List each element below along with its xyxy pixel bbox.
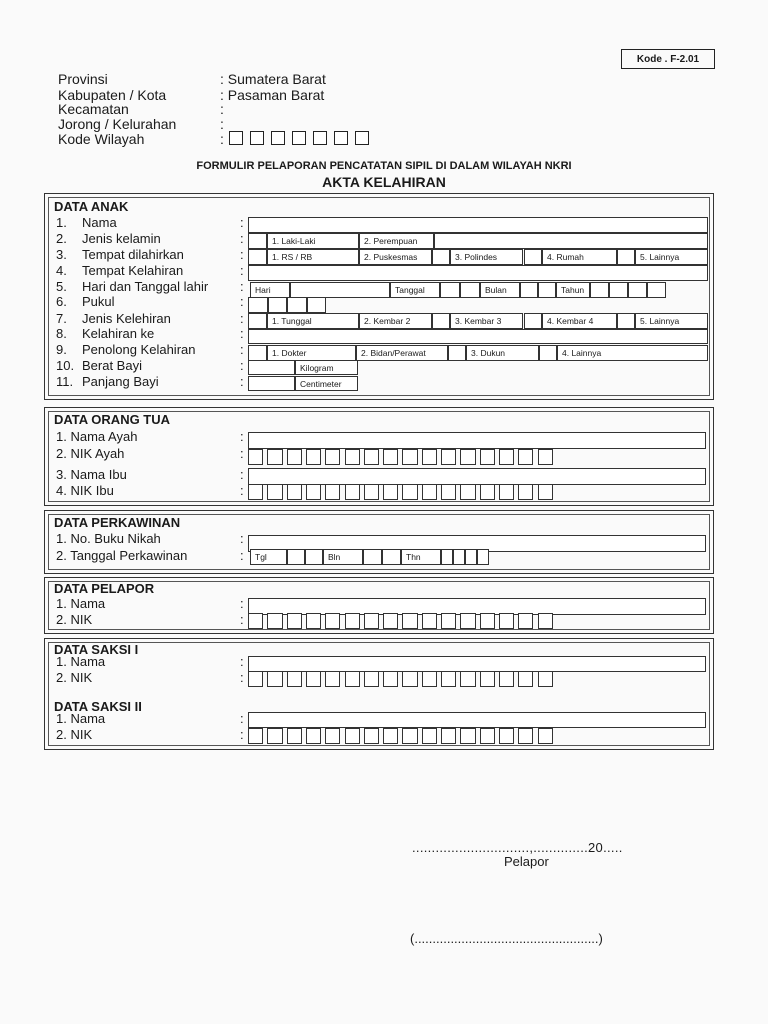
saksi2-nama-input[interactable] [248, 712, 706, 728]
colon: : [240, 311, 244, 326]
colon: : [240, 596, 244, 611]
panjang-bayi-input[interactable] [248, 376, 295, 391]
thn-label-cell[interactable]: Thn [401, 549, 441, 565]
anak-row-label [56, 231, 161, 246]
anak-row-label [56, 294, 115, 309]
nik-ayah-digit-box[interactable] [325, 449, 340, 465]
pelapor-nik-digit-box[interactable] [480, 613, 495, 629]
nik-ibu-digit-box[interactable] [267, 484, 282, 500]
nik-ibu-digit-box[interactable] [480, 484, 495, 500]
row-number: 7. [56, 311, 67, 326]
saksi1-nama-input[interactable] [248, 656, 706, 672]
saksi1-nik-digit-box[interactable] [480, 671, 495, 687]
saksi1-nik-digit-box[interactable] [267, 671, 282, 687]
header-value-jorong: : [220, 116, 224, 132]
pukul-digit-box[interactable] [268, 297, 288, 313]
tempat-dilahirkan-option[interactable]: 5. Lainnya [635, 249, 708, 265]
nik-ayah-digit-box[interactable] [364, 449, 379, 465]
pelapor-nik-label: 2. NIK [56, 612, 93, 627]
row-number: 9. [56, 342, 67, 357]
berat-unit-cell[interactable]: Kilogram [295, 360, 358, 375]
penolong-check-box[interactable] [448, 345, 466, 361]
colon: : [240, 483, 244, 498]
saksi2-nik-digit-box[interactable] [499, 728, 514, 744]
nama-ayah-input[interactable] [248, 432, 706, 449]
kode-wilayah-digit-box[interactable] [334, 131, 348, 145]
colon: : [240, 358, 244, 373]
anak-row-label [56, 358, 142, 373]
signature-name-line: (...................................................) [410, 931, 603, 946]
saksi2-nik-digit-box[interactable] [248, 728, 263, 744]
kelahiran-ke-input[interactable] [248, 329, 708, 344]
saksi2-nik-digit-box[interactable] [287, 728, 302, 744]
saksi1-nik-digit-box[interactable] [441, 671, 456, 687]
anak-row-label [56, 342, 195, 357]
saksi2-nik-digit-box[interactable] [364, 728, 379, 744]
pelapor-nik-digit-box[interactable] [499, 613, 514, 629]
saksi2-nik-digit-box[interactable] [267, 728, 282, 744]
jenis-kelamin-code-box[interactable] [248, 233, 267, 249]
row-text: Panjang Bayi [82, 374, 159, 389]
saksi1-nik-digit-box[interactable] [460, 671, 475, 687]
section-title-data-pelapor: DATA PELAPOR [54, 581, 155, 596]
row-text: Pukul [82, 294, 115, 309]
anak-row-label [56, 279, 208, 294]
pelapor-nama-label: 1. Nama [56, 596, 106, 611]
saksi2-nik-digit-box[interactable] [306, 728, 321, 744]
colon: : [240, 294, 244, 309]
colon: : [240, 215, 244, 230]
bulan-digit-box[interactable] [520, 282, 538, 298]
form-code: Kode . F-2.01 [621, 49, 715, 69]
pelapor-nik-digit-box[interactable] [422, 613, 437, 629]
nik-ibu-digit-box[interactable] [441, 484, 456, 500]
tempat-dilahirkan-code-box[interactable] [248, 249, 267, 265]
pelapor-nik-digit-box[interactable] [402, 613, 417, 629]
nik-ayah-digit-box[interactable] [345, 449, 360, 465]
saksi1-nik-digit-box[interactable] [383, 671, 398, 687]
row-number: 10. [56, 358, 75, 373]
header-value-kode-wilayah: : [220, 131, 224, 147]
row-text: Nama [82, 215, 117, 230]
tempat-dilahirkan-check-box[interactable] [432, 249, 450, 265]
section-title-data-orang-tua: DATA ORANG TUA [54, 412, 171, 427]
nik-ayah-digit-box[interactable] [422, 449, 437, 465]
colon: : [240, 263, 244, 278]
hari-input[interactable] [290, 282, 390, 298]
thn-digit-box[interactable] [477, 549, 489, 565]
saksi2-nik-digit-box[interactable] [460, 728, 475, 744]
row-number: 2. [56, 231, 67, 246]
pelapor-nik-digit-box[interactable] [287, 613, 302, 629]
tempat-dilahirkan-check-box[interactable] [524, 249, 542, 265]
row-text: Hari dan Tanggal lahir [82, 279, 209, 294]
jenis-kelamin-perempuan-option[interactable]: 2. Perempuan [359, 233, 434, 249]
bulan-digit-box[interactable] [538, 282, 556, 298]
section-title-data-perkawinan: DATA PERKAWINAN [54, 515, 181, 530]
tahun-digit-box[interactable] [609, 282, 628, 298]
saksi1-nama-label: 1. Nama [56, 654, 106, 669]
pelapor-nik-digit-box[interactable] [306, 613, 321, 629]
nik-ayah-label: 2. NIK Ayah [56, 446, 125, 461]
saksi2-nik-digit-box[interactable] [383, 728, 398, 744]
penolong-check-box[interactable] [539, 345, 557, 361]
nik-ayah-digit-box[interactable] [480, 449, 495, 465]
header-label-kabupaten: Kabupaten / Kota [58, 87, 167, 103]
signature-date-line: ..............................,..............20..... [412, 840, 623, 855]
row-text: Tempat dilahirkan [82, 247, 184, 262]
kode-wilayah-digit-box[interactable] [271, 131, 285, 145]
row-number: 3. [56, 247, 67, 262]
anak-row-label [56, 247, 184, 262]
nik-ayah-digit-box[interactable] [518, 449, 533, 465]
bulan-label-cell[interactable]: Bulan [480, 282, 520, 298]
jenis-kelahiran-check-box[interactable] [524, 313, 542, 329]
saksi2-nik-digit-box[interactable] [518, 728, 533, 744]
tanggal-digit-box[interactable] [460, 282, 480, 298]
row-text: Jenis Kelehiran [82, 311, 171, 326]
row-text: Penolong Kelahiran [82, 342, 196, 357]
section-title-data-saksi-2: DATA SAKSI II [54, 699, 142, 714]
pelapor-nik-digit-box[interactable] [325, 613, 340, 629]
colon: : [240, 654, 244, 669]
saksi1-nik-digit-box[interactable] [306, 671, 321, 687]
tahun-label-cell[interactable]: Tahun [556, 282, 590, 298]
tgl-label-cell[interactable]: Tgl [250, 549, 287, 565]
header-label-kecamatan: Kecamatan [58, 101, 129, 117]
tempat-dilahirkan-option[interactable]: 1. RS / RB [267, 249, 359, 265]
colon: : [240, 446, 244, 461]
nik-ayah-digit-box[interactable] [402, 449, 417, 465]
jenis-kelahiran-code-box[interactable] [248, 313, 267, 329]
tempat-dilahirkan-option[interactable]: 2. Puskesmas [359, 249, 432, 265]
tanggal-digit-box[interactable] [440, 282, 460, 298]
header-label-provinsi: Provinsi [58, 71, 108, 87]
thn-digit-box[interactable] [453, 549, 465, 565]
bln-digit-box[interactable] [363, 549, 382, 565]
no-buku-nikah-label: 1. No. Buku Nikah [56, 531, 161, 546]
nik-ayah-digit-box[interactable] [267, 449, 282, 465]
penolong-dukun-option[interactable]: 3. Dukun [466, 345, 539, 361]
berat-bayi-input[interactable] [248, 360, 295, 375]
nik-ibu-label: 4. NIK Ibu [56, 483, 114, 498]
row-number: 5. [56, 279, 67, 294]
saksi2-nama-label: 1. Nama [56, 711, 106, 726]
colon: : [240, 279, 244, 294]
nik-ibu-digit-box[interactable] [383, 484, 398, 500]
jenis-kelahiran-option[interactable]: 4. Kembar 4 [542, 313, 617, 329]
pukul-digit-box[interactable] [307, 297, 327, 313]
pelapor-nik-digit-box[interactable] [364, 613, 379, 629]
anak-row-label [56, 263, 183, 278]
anak-row-label [56, 311, 171, 326]
saksi2-nik-digit-box[interactable] [480, 728, 495, 744]
tempat-kelahiran-input[interactable] [248, 265, 708, 281]
row-number: 4. [56, 263, 67, 278]
colon: : [240, 531, 244, 546]
nik-ayah-digit-box[interactable] [499, 449, 514, 465]
row-number: 11. [56, 374, 74, 389]
saksi1-nik-digit-box[interactable] [538, 671, 553, 687]
penolong-dokter-option[interactable]: 1. Dokter [267, 345, 356, 361]
header-label-kode-wilayah: Kode Wilayah [58, 131, 145, 147]
nik-ayah-digit-box[interactable] [287, 449, 302, 465]
saksi1-nik-digit-box[interactable] [499, 671, 514, 687]
header-value-kabupaten: : Pasaman Barat [220, 87, 325, 103]
colon: : [240, 612, 244, 627]
saksi1-nik-digit-box[interactable] [345, 671, 360, 687]
jenis-kelamin-laki-option[interactable]: 1. Laki-Laki [267, 233, 359, 249]
tahun-digit-box[interactable] [647, 282, 666, 298]
nama-ayah-label: 1. Nama Ayah [56, 429, 138, 444]
saksi1-nik-digit-box[interactable] [287, 671, 302, 687]
nik-ayah-digit-box[interactable] [460, 449, 475, 465]
panjang-unit-cell[interactable]: Centimeter [295, 376, 358, 391]
section-title-data-anak: DATA ANAK [54, 199, 129, 214]
kode-wilayah-digit-box[interactable] [229, 131, 243, 145]
colon: : [240, 231, 244, 246]
form-title: FORMULIR PELAPORAN PENCATATAN SIPIL DI DALAM WILAYAH NKRI [196, 160, 572, 172]
kode-wilayah-digit-box[interactable] [313, 131, 327, 145]
section-title-data-saksi-1: DATA SAKSI I [54, 642, 139, 657]
anak-nama-input[interactable] [248, 217, 708, 233]
kode-wilayah-digit-box[interactable] [292, 131, 306, 145]
saksi1-nik-label: 2. NIK [56, 670, 93, 685]
tgl-digit-box[interactable] [305, 549, 323, 565]
nik-ayah-digit-box[interactable] [306, 449, 321, 465]
saksi2-nik-digit-box[interactable] [422, 728, 437, 744]
row-number: 1. [56, 215, 67, 230]
saksi1-nik-digit-box[interactable] [325, 671, 340, 687]
tempat-dilahirkan-check-box[interactable] [617, 249, 635, 265]
nik-ibu-digit-box[interactable] [538, 484, 553, 500]
colon: : [240, 548, 244, 563]
pukul-digit-box[interactable] [248, 297, 268, 313]
anak-row-label [56, 326, 154, 341]
nik-ibu-digit-box[interactable] [499, 484, 514, 500]
colon: : [240, 711, 244, 726]
saksi2-nik-digit-box[interactable] [402, 728, 417, 744]
tanggal-label-cell[interactable]: Tanggal [390, 282, 440, 298]
pukul-digit-box[interactable] [287, 297, 307, 313]
kode-wilayah-digit-box[interactable] [355, 131, 369, 145]
header-label-jorong: Jorong / Kelurahan [58, 116, 177, 132]
nik-ibu-digit-box[interactable] [325, 484, 340, 500]
saksi1-nik-digit-box[interactable] [518, 671, 533, 687]
penolong-bidan-option[interactable]: 2. Bidan/Perawat [356, 345, 448, 361]
pelapor-nik-digit-box[interactable] [345, 613, 360, 629]
colon: : [240, 429, 244, 444]
saksi2-nik-label: 2. NIK [56, 727, 93, 742]
bln-digit-box[interactable] [382, 549, 401, 565]
nik-ibu-digit-box[interactable] [287, 484, 302, 500]
tahun-digit-box[interactable] [628, 282, 647, 298]
bln-label-cell[interactable]: Bln [323, 549, 363, 565]
colon: : [240, 670, 244, 685]
tempat-dilahirkan-option[interactable]: 3. Polindes [450, 249, 523, 265]
row-text: Kelahiran ke [82, 326, 155, 341]
row-text: Berat Bayi [82, 358, 142, 373]
header-value-provinsi: : Sumatera Barat [220, 71, 326, 87]
penolong-lainnya-option[interactable]: 4. Lainnya [557, 345, 708, 361]
tgl-digit-box[interactable] [287, 549, 305, 565]
nik-ibu-digit-box[interactable] [306, 484, 321, 500]
pelapor-nik-digit-box[interactable] [460, 613, 475, 629]
saksi2-nik-digit-box[interactable] [538, 728, 553, 744]
pelapor-nik-digit-box[interactable] [538, 613, 553, 629]
thn-digit-box[interactable] [441, 549, 453, 565]
nik-ayah-digit-box[interactable] [538, 449, 553, 465]
kode-wilayah-digit-box[interactable] [250, 131, 264, 145]
nik-ibu-digit-box[interactable] [518, 484, 533, 500]
header-value-kecamatan: : [220, 101, 224, 117]
thn-digit-box[interactable] [465, 549, 477, 565]
jenis-kelahiran-check-box[interactable] [432, 313, 450, 329]
nik-ayah-digit-box[interactable] [248, 449, 263, 465]
saksi1-nik-digit-box[interactable] [402, 671, 417, 687]
nama-ibu-input[interactable] [248, 468, 706, 485]
nik-ibu-digit-box[interactable] [364, 484, 379, 500]
row-number: 6. [56, 294, 67, 309]
saksi1-nik-digit-box[interactable] [248, 671, 263, 687]
nik-ibu-digit-box[interactable] [248, 484, 263, 500]
nik-ibu-digit-box[interactable] [460, 484, 475, 500]
anak-row-label [56, 215, 117, 230]
anak-row-label [56, 374, 159, 389]
row-number: 8. [56, 326, 67, 341]
jenis-kelahiran-option[interactable]: 3. Kembar 3 [450, 313, 523, 329]
pelapor-nik-digit-box[interactable] [441, 613, 456, 629]
tahun-digit-box[interactable] [590, 282, 609, 298]
jenis-kelamin-extra[interactable] [434, 233, 708, 249]
jenis-kelahiran-check-box[interactable] [617, 313, 635, 329]
jenis-kelahiran-option[interactable]: 1. Tunggal [267, 313, 359, 329]
pelapor-nik-digit-box[interactable] [518, 613, 533, 629]
colon: : [240, 342, 244, 357]
nik-ayah-digit-box[interactable] [441, 449, 456, 465]
signature-role: Pelapor [504, 854, 549, 869]
form-subtitle: AKTA KELAHIRAN [322, 174, 446, 190]
nik-ibu-digit-box[interactable] [422, 484, 437, 500]
row-text: Jenis kelamin [82, 231, 161, 246]
tempat-dilahirkan-option[interactable]: 4. Rumah [542, 249, 617, 265]
nik-ibu-digit-box[interactable] [345, 484, 360, 500]
pelapor-nik-digit-box[interactable] [267, 613, 282, 629]
pelapor-nik-digit-box[interactable] [383, 613, 398, 629]
tanggal-perkawinan-label: 2. Tanggal Perkawinan [56, 548, 188, 563]
jenis-kelahiran-option[interactable]: 2. Kembar 2 [359, 313, 432, 329]
nama-ibu-label: 3. Nama Ibu [56, 467, 127, 482]
saksi2-nik-digit-box[interactable] [345, 728, 360, 744]
colon: : [240, 326, 244, 341]
saksi1-nik-digit-box[interactable] [364, 671, 379, 687]
colon: : [240, 467, 244, 482]
hari-label-cell[interactable]: Hari [250, 282, 290, 298]
nik-ibu-digit-box[interactable] [402, 484, 417, 500]
saksi1-nik-digit-box[interactable] [422, 671, 437, 687]
saksi2-nik-digit-box[interactable] [441, 728, 456, 744]
colon: : [240, 727, 244, 742]
jenis-kelahiran-option[interactable]: 5. Lainnya [635, 313, 708, 329]
nik-ayah-digit-box[interactable] [383, 449, 398, 465]
row-text: Tempat Kelahiran [82, 263, 184, 278]
colon: : [240, 247, 244, 262]
saksi2-nik-digit-box[interactable] [325, 728, 340, 744]
pelapor-nik-digit-box[interactable] [248, 613, 263, 629]
penolong-code-box[interactable] [248, 345, 267, 361]
colon: : [240, 374, 244, 389]
